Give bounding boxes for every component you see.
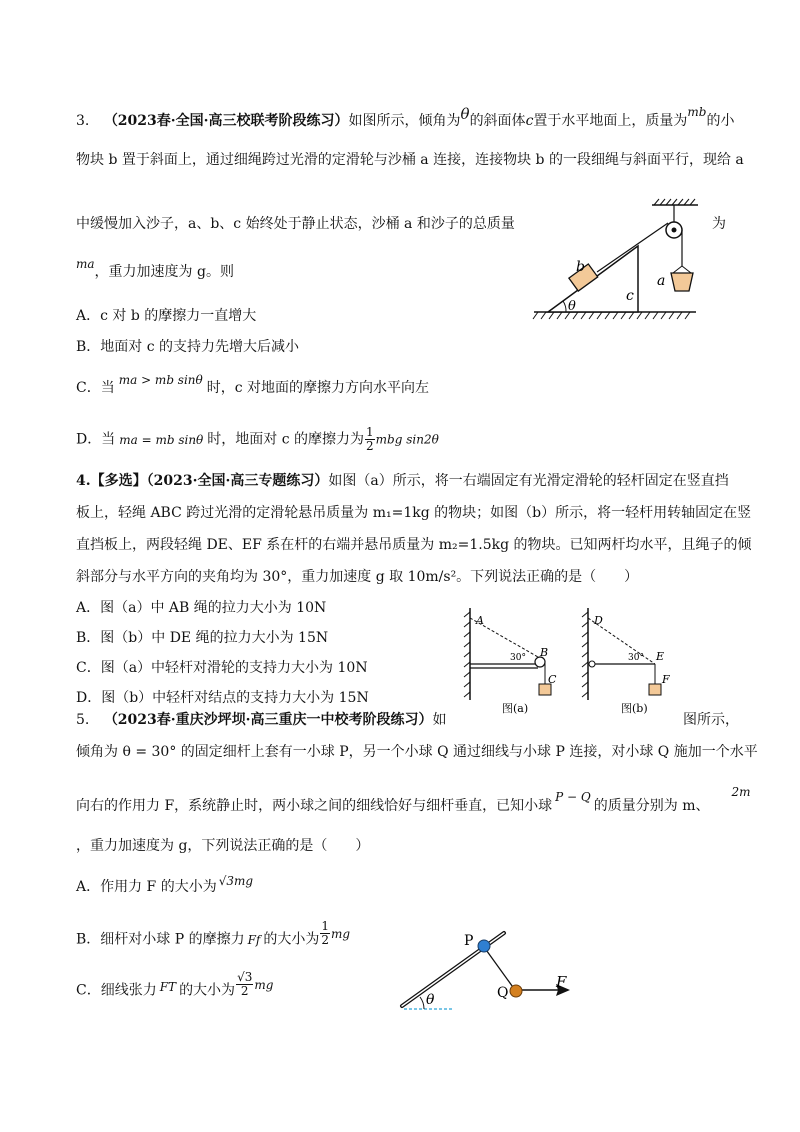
q4-fig-a-C: C [548, 673, 557, 686]
q5-optc-tail: mg [254, 977, 274, 992]
q5-optb-tail: mg [331, 926, 351, 941]
q5-optc-a: C．细线张力 [76, 982, 157, 999]
q5-optc-b: 的大小为 [179, 982, 236, 999]
q4-fig-b-E: E [656, 650, 665, 663]
q3-optd-math: ma = mb sinθ [119, 432, 204, 447]
q3-text-d: 的小 [706, 113, 735, 129]
q4-option-b: B．图（b）中 DE 绳的拉力大小为 15N [76, 630, 329, 646]
q5-line-2: 倾角为 θ = 30° 的固定细杆上套有一小球 P，另一个小球 Q 通过细线与小球 P 连接，对小球 Q 施加一个水平 [76, 744, 758, 760]
q4-option-a: A．图（a）中 AB 绳的拉力大小为 10N [76, 600, 327, 616]
q3-optc-b: 时，c 对地面的摩擦力方向水平向左 [206, 380, 430, 396]
q3-fig-c: c [626, 288, 634, 304]
q4-line-2: 板上，轻绳 ABC 跨过光滑的定滑轮悬吊质量为 m₁=1kg 的物块；如图（b）所示，将一轻杆用转轴固定在竖 [76, 505, 752, 521]
q3-mb: mb [687, 105, 707, 119]
q4-option-c: C．图（a）中轻杆对滑轮的支持力大小为 10N [76, 660, 368, 676]
q5-number: 5. [76, 712, 90, 728]
q3-optd-b: 时，地面对 c 的摩擦力为 [207, 431, 365, 448]
q5-line-4: ，重力加速度为 g，下列说法正确的是（ ） [76, 838, 370, 854]
q3-optc-a: C．当 [76, 380, 115, 396]
q4-fig-a-A: A [476, 614, 484, 627]
q4-fig-b-caption: 图(b) [621, 702, 648, 715]
q4-line-4: 斜部分与水平方向的夹角均为 30°，重力加速度 g 取 10m/s²。下列说法正确的是（ ） [76, 569, 639, 585]
q4-line1-text: 如图（a）所示，将一右端固定有光滑定滑轮的轻杆固定在竖直挡 [328, 473, 729, 489]
ball-p [478, 940, 490, 952]
q4-fig-b-F: F [662, 673, 670, 686]
q4-fig-b-D: D [594, 614, 603, 627]
q4-fig-a-angle: 30° [510, 653, 526, 663]
q5-optb-ff: Ff [247, 932, 261, 947]
q3-fig-theta: θ [568, 299, 576, 314]
q3-optd-frac-den: 2 [366, 439, 374, 453]
q3-source: （2023春·全国·高三校联考阶段练习） [103, 113, 349, 129]
q3-optc-math: ma > mb sinθ [118, 373, 203, 387]
q5-optb-num: 1 [321, 919, 330, 933]
q5-optc-ft: FT [159, 979, 177, 994]
ball-q [510, 985, 522, 997]
q3-optd-tail: mbg sin2θ [375, 432, 439, 447]
q4-fig-a-caption: 图(a) [502, 702, 529, 715]
q3-text-b: 的斜面体 [469, 113, 526, 129]
q4-line-3: 直挡板上，两段轻绳 DE、EF 系在杆的右端并悬吊质量为 m₂=1.5kg 的物块。已知两杆均水平，且绳子的倾 [76, 537, 752, 553]
q3-ma: ma [76, 257, 95, 271]
q3-fig-a: a [657, 273, 666, 289]
q3-option-a: A．c 对 b 的摩擦力一直增大 [76, 308, 257, 324]
q5-line3-b: 的质量分别为 m、 [593, 798, 710, 814]
q4-tag: 【多选】 [90, 473, 147, 489]
q5-optb-a: B．细杆对小球 P 的摩擦力 [76, 931, 245, 948]
q3-number: 3. [76, 113, 90, 129]
q4-number: 4. [76, 473, 91, 489]
q5-fig-Q: Q [497, 985, 509, 1001]
q5-line3-2m: 2m [731, 785, 751, 799]
q5-opta-math: √3mg [218, 874, 254, 888]
q5-source: （2023春·重庆沙坪坝·高三重庆一中校考阶段练习） [103, 712, 433, 728]
q5-fig-F: F [556, 973, 567, 991]
q3-line-2: 物块 b 置于斜面上，通过细绳跨过光滑的定滑轮与沙桶 a 连接，连接物块 b 的一段细绳与斜面平行，现给 a [76, 152, 744, 168]
q5-line-1-right: 图所示， [683, 712, 739, 728]
q5-optb-den: 2 [321, 933, 330, 947]
q5-fig-P: P [464, 933, 474, 949]
q5-optc-num: √3 [237, 970, 253, 984]
q5-line3-a: 向右的作用力 F，系统静止时，两小球之间的细线恰好与细杆垂直，已知小球 [76, 798, 553, 814]
q3-c: c [525, 113, 534, 129]
q3-optd-frac-num: 1 [366, 425, 374, 439]
q4-source: （2023·全国·高三专题练习） [146, 473, 329, 489]
q3-line-3: 中缓慢加入沙子，a、b、c 始终处于静止状态，沙桶 a 和沙子的总质量 [76, 216, 515, 232]
q3-line4-text: ，重力加速度为 g。则 [94, 264, 234, 280]
q4-fig-b-angle: 30° [628, 653, 644, 663]
q4-option-d: D．图（b）中轻杆对结点的支持力大小为 15N [76, 690, 369, 706]
q5-optb-b: 的大小为 [263, 931, 320, 948]
q3-optd-a: D．当 [76, 431, 116, 448]
q5-line1-text: 如 [432, 712, 447, 728]
q3-text-c: 置于水平地面上，质量为 [533, 113, 688, 129]
q5-fig-theta: θ [426, 992, 435, 1008]
q3-fig-b: b [576, 259, 585, 275]
q4-fig-a-B: B [540, 646, 549, 659]
q3-theta: θ [460, 105, 470, 123]
q3-text-a: 如图所示，倾角为 [348, 113, 461, 129]
q5-line3-pq: P − Q [555, 790, 591, 804]
q3-line-3-right: 为 [712, 216, 726, 232]
q5-opta-a: A．作用力 F 的大小为 [76, 879, 217, 895]
q5-optc-den: 2 [240, 984, 249, 998]
q3-option-b: B．地面对 c 的支持力先增大后减小 [76, 339, 300, 355]
